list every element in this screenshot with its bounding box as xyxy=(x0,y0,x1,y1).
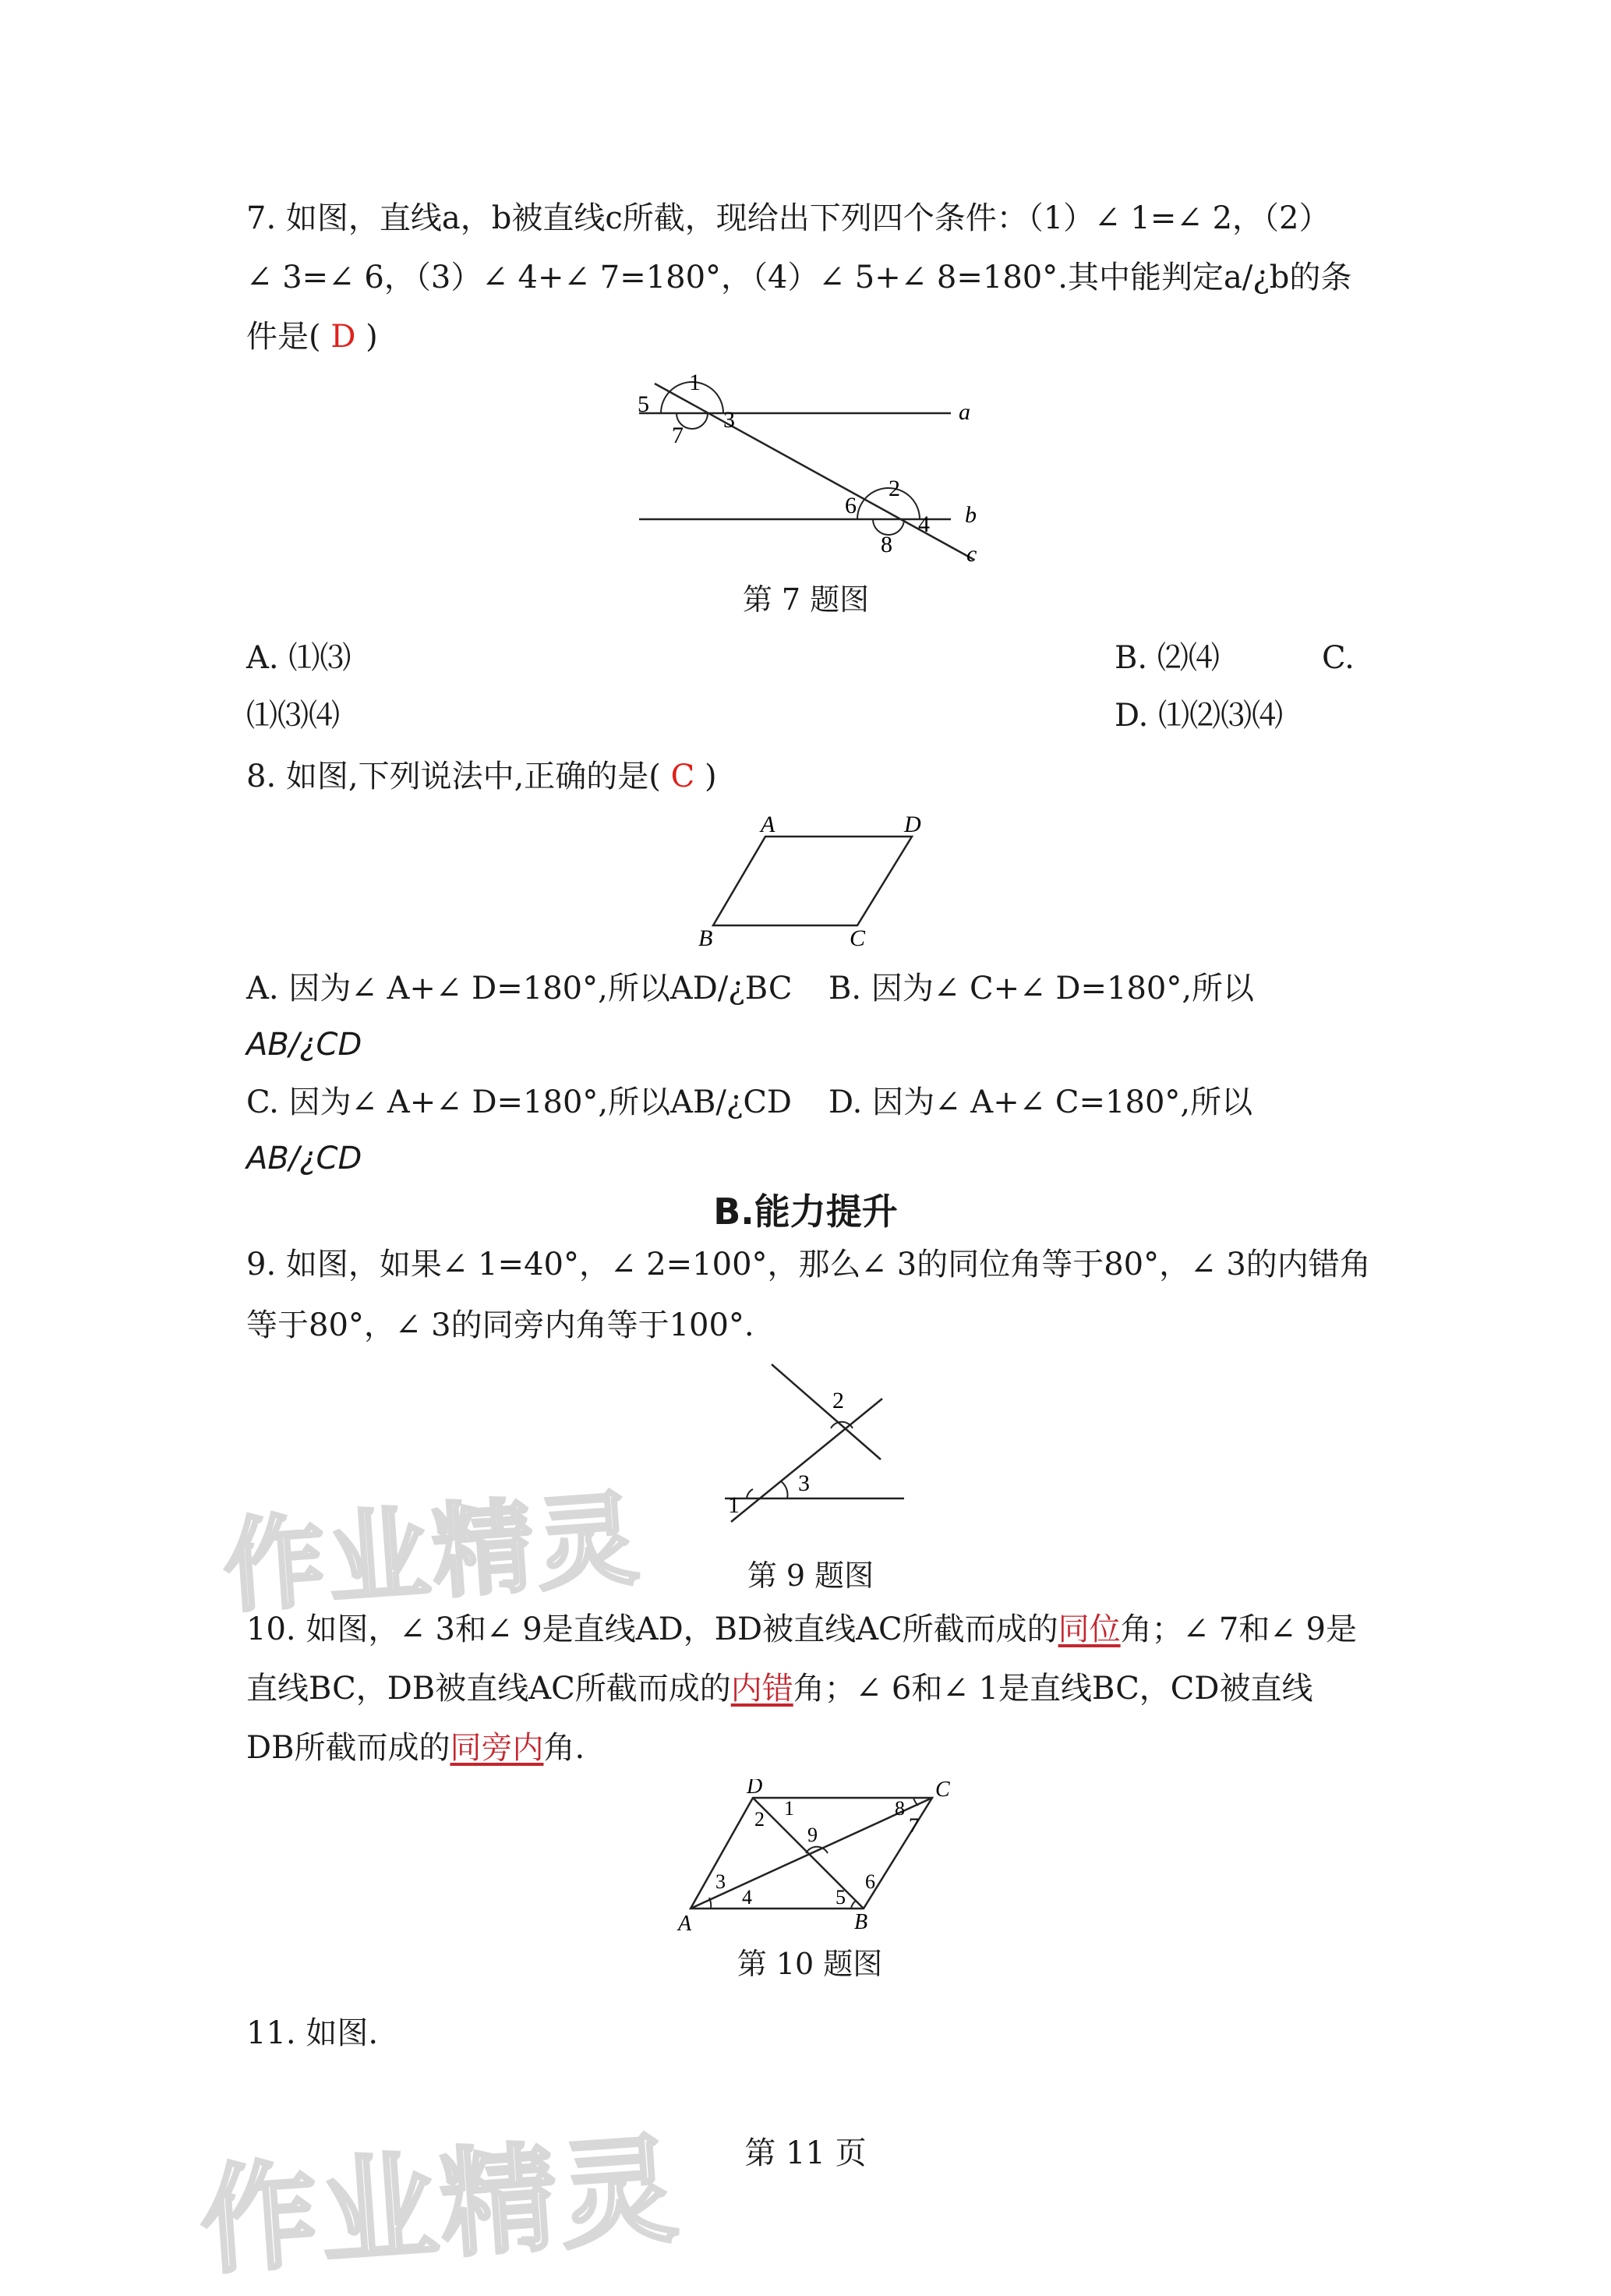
q8-option-b-cont: AB/¿CD xyxy=(246,1027,362,1063)
q9-caption: 第 9 题图 xyxy=(747,1558,874,1593)
fig-label: 1 xyxy=(784,1797,794,1820)
q10-text: DB所截而成的 xyxy=(246,1730,450,1766)
angle-arc xyxy=(781,1481,787,1498)
q10-blank-1: 同位 xyxy=(1058,1611,1121,1647)
fig-label: 7 xyxy=(909,1814,919,1837)
fig-label: C xyxy=(935,1779,950,1802)
diagonal-db xyxy=(753,1798,864,1909)
fig-label: 4 xyxy=(742,1886,752,1909)
q10-figure xyxy=(675,1779,956,1935)
fig-label: B xyxy=(698,925,713,951)
q8-option-a: A. 因为∠ A+∠ D=180°,所以AD/¿BC xyxy=(246,971,793,1006)
fig-label: 2 xyxy=(889,476,900,501)
q10-text: 角；∠ 6和∠ 1是直线BC，CD被直线 xyxy=(793,1671,1313,1707)
q8-stem-text: 8. 如图,下列说法中,正确的是( xyxy=(246,759,661,794)
fig-label: 6 xyxy=(845,493,857,518)
q7-paren-close: ) xyxy=(366,319,378,355)
fig-label: 4 xyxy=(918,511,930,537)
fig-label: D xyxy=(747,1779,763,1799)
q7-line-3 xyxy=(246,313,378,360)
q8-option-b: B. 因为∠ C+∠ D=180°,所以 xyxy=(828,971,1255,1006)
fig-label: A xyxy=(678,1912,692,1935)
fig-label: 9 xyxy=(807,1824,818,1846)
q9-figure xyxy=(717,1357,912,1524)
fig-label: 3 xyxy=(715,1870,726,1893)
fig-label: A xyxy=(761,812,775,837)
q8-option-c: C. 因为∠ A+∠ D=180°,所以AB/¿CD xyxy=(246,1084,792,1120)
q11-stem: 11. 如图. xyxy=(246,2015,379,2051)
fig-label: 3 xyxy=(723,407,735,433)
q10-line-2 xyxy=(246,1665,1312,1712)
q10-text: 角；∠ 7和∠ 9是 xyxy=(1120,1611,1357,1647)
q8-figure xyxy=(686,807,943,951)
q7-option-a: A. ⑴⑶ xyxy=(246,640,352,676)
q9-line-2: 等于80°，∠ 3的同旁内角等于100°. xyxy=(246,1307,754,1343)
fig-label: 8 xyxy=(895,1797,905,1820)
q7-answer: D xyxy=(330,319,356,355)
q10-text: 角. xyxy=(543,1730,585,1766)
fig-label: 3 xyxy=(798,1470,810,1496)
fig-label: B xyxy=(854,1910,868,1934)
q10-blank-3: 同旁内 xyxy=(450,1730,544,1766)
q7-figure xyxy=(624,366,998,569)
q7-option-c: ⑴⑶⑷ xyxy=(246,698,340,734)
q10-text: 直线BC，DB被直线AC所截而成的 xyxy=(246,1671,731,1707)
angle-arc xyxy=(747,1489,753,1498)
fig-label: 7 xyxy=(672,423,684,448)
section-title: B.能力提升 xyxy=(713,1190,898,1233)
page-number: 第 11 页 xyxy=(744,2135,867,2171)
q8-stem xyxy=(246,753,717,800)
q7-option-d: D. ⑴⑵⑶⑷ xyxy=(1115,698,1284,734)
fig-label: 6 xyxy=(865,1870,875,1893)
fig-label: 2 xyxy=(754,1808,765,1831)
q7-stem-end: 件是( xyxy=(246,319,321,355)
fig-label: 5 xyxy=(638,391,649,417)
q10-blank-2: 内错 xyxy=(730,1671,793,1707)
fig-label: c xyxy=(966,541,977,567)
fig-label: 5 xyxy=(836,1886,846,1909)
watermark: 作业精灵 xyxy=(220,1479,645,1627)
q9-line-1: 9. 如图，如果∠ 1=40°，∠ 2=100°，那么∠ 3的同位角等于80°，∠ 3的内错角 xyxy=(246,1247,1371,1282)
fig-label: 2 xyxy=(832,1388,844,1413)
angle-arc xyxy=(851,1901,856,1909)
q10-text: 10. 如图，∠ 3和∠ 9是直线AD，BD被直线AC所截而成的 xyxy=(246,1611,1058,1647)
q8-option-d-cont: AB/¿CD xyxy=(246,1141,362,1176)
parallelogram xyxy=(713,837,912,925)
q7-line-2: ∠ 3=∠ 6，（3）∠ 4+∠ 7=180°，（4）∠ 5+∠ 8=180°.其中能判定a/¿b的条 xyxy=(246,260,1352,295)
fig-label: b xyxy=(965,502,977,528)
q8-paren-close: ) xyxy=(704,759,717,794)
fig-label: C xyxy=(850,925,866,951)
fig-label: 1 xyxy=(689,370,701,395)
watermark: 作业精灵 xyxy=(196,2121,685,2291)
fig-label: D xyxy=(904,812,921,837)
q7-option-c-label: C. xyxy=(1322,640,1355,676)
transversal-line xyxy=(731,1399,882,1522)
q7-caption: 第 7 题图 xyxy=(742,582,870,617)
fig-label: a xyxy=(959,399,970,425)
fig-label: 8 xyxy=(881,532,892,557)
fig-label: 1 xyxy=(728,1492,740,1518)
q8-option-d: D. 因为∠ A+∠ C=180°,所以 xyxy=(828,1084,1253,1120)
q10-line-3 xyxy=(246,1725,585,1771)
q7-option-b: B. ⑵⑷ xyxy=(1115,640,1220,676)
q10-caption: 第 10 题图 xyxy=(737,1947,883,1981)
q8-answer: C xyxy=(670,759,695,794)
q7-line-1: 7. 如图，直线a，b被直线c所截，现给出下列四个条件：（1）∠ 1=∠ 2，（2） xyxy=(246,200,1330,236)
